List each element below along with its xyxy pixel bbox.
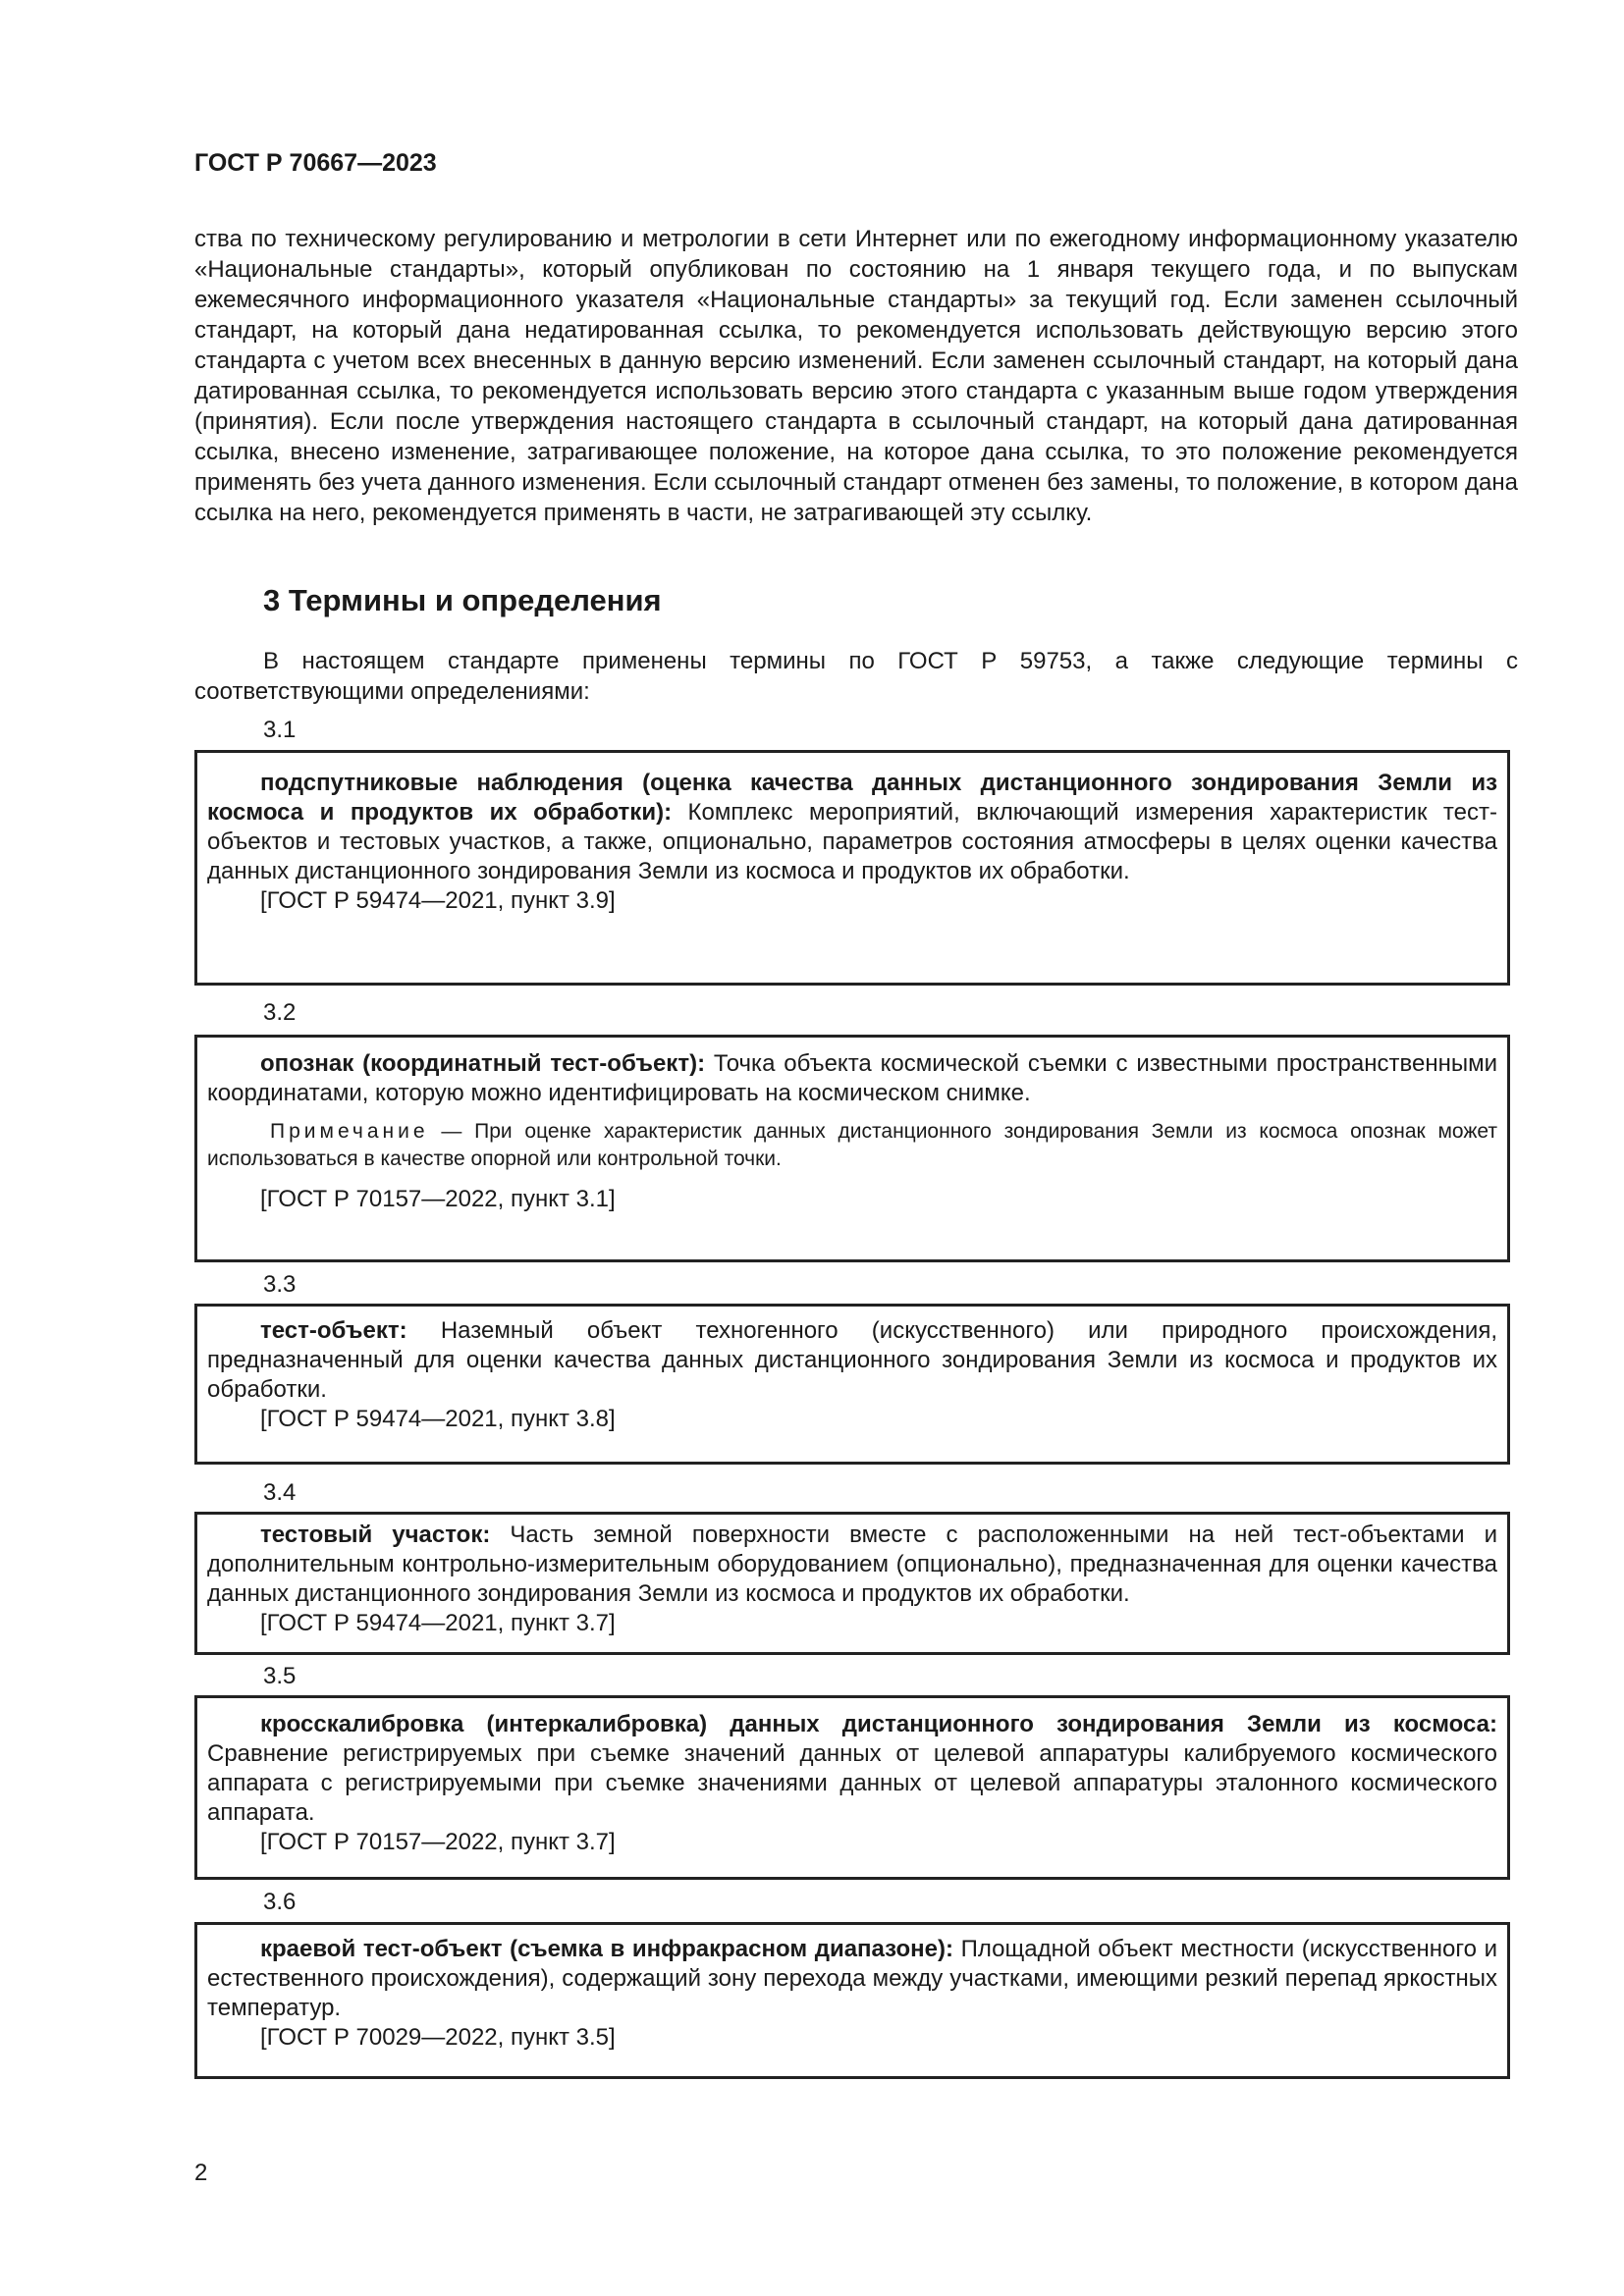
term-name: тест-объект: — [260, 1317, 407, 1344]
term-definition — [207, 1710, 1497, 1828]
term-box — [194, 1035, 1510, 1262]
term-definition-text: Часть земной поверхности вместе с расположенными на ней тест-объектами и дополнительным контрольно-измерительным оборудованием (опционально), предназначенная для оценки качества данных дистанционного зондирования Земли из космоса и продуктов их обработки. — [207, 1522, 1498, 1607]
term-definition-text: Сравнение регистрируемых при съемке значений данных от целевой аппаратуры калибруемого космического аппарата с регистрируемыми при съемке значениями данных от целевой аппаратуры эталонного космического аппарата. — [207, 1740, 1497, 1826]
term-name: кросскалибровка (интеркалибровка) данных дистанционного зондирования Земли из космоса: — [260, 1711, 1497, 1737]
note-label: Примечание — [270, 1120, 429, 1143]
intro-paragraph: ства по техническому регулированию и метрологии в сети Интернет или по ежегодному информационному указателю «Национальные стандарты», который опубликован по состоянию на 1 января текущего года, и по выпускам ежемесячного информационного указателя «Национальные стандарты» за текущий год. Если заменен ссылочный стандарт, на который дана недатированная ссылка, то рекомендуется использовать действующую версию этого стандарта с учетом всех внесенных в данную версию изменений. Если заменен ссылочный стандарт, на который дана датированная ссылка, то рекомендуется использовать версию этого стандарта с указанным выше годом утверждения (принятия). Если после утверждения настоящего стандарта в ссылочный стандарт, на который дана датированная ссылка, внесено изменение, затрагивающее положение, на которое дана ссылка, то это положение рекомендуется применять без учета данного изменения. Если ссылочный стандарт отменен без замены, то положение, в котором дана ссылка на него, рекомендуется применять в части, не затрагивающей эту ссылку. — [194, 226, 1518, 526]
term-definition — [207, 1935, 1497, 2023]
term-definition — [207, 1049, 1497, 1108]
section-intro: В настоящем стандарте применены термины по ГОСТ Р 59753, а также следующие термины с соответствующими определениями: — [194, 648, 1518, 705]
term-note — [207, 1118, 1497, 1173]
term-definition-text: Площадной объект местности (искусственного и естественного происхождения), содержащий зону перехода между участками, имеющими резкий перепад яркостных температур. — [207, 1936, 1497, 2021]
term-box — [194, 1304, 1510, 1465]
section-title: 3 Термины и определения — [263, 583, 662, 617]
term-name: подспутниковые наблюдения (оценка качества данных дистанционного зондирования Земли из космоса и продуктов их обработки): — [207, 770, 1497, 826]
term-number: 3.4 — [263, 1479, 297, 1506]
term-number: 3.6 — [263, 1889, 297, 1915]
term-name: опознак (координатный тест-объект): — [260, 1050, 706, 1077]
term-definition — [207, 1316, 1497, 1405]
term-source: [ГОСТ Р 59474—2021, пункт 3.8] — [260, 1406, 616, 1432]
term-definition — [207, 1521, 1497, 1609]
term-name: краевой тест-объект (съемка в инфракрасном диапазоне): — [260, 1936, 954, 1962]
term-box — [194, 1512, 1510, 1655]
term-definition-text: Комплекс мероприятий, включающий измерения характеристик тест-объектов и тестовых участков, а также, опционально, параметров состояния атмосферы в целях оценки качества данных дистанционного зондирования Земли из космоса и продуктов их обработки. — [207, 799, 1497, 884]
term-number: 3.1 — [263, 717, 297, 743]
term-definition — [207, 769, 1497, 886]
note-text: — При оценке характеристик данных дистанционного зондирования Земли из космоса опознак может использоваться в качестве опорной или контрольной точки. — [207, 1120, 1497, 1170]
term-number: 3.3 — [263, 1271, 297, 1298]
document-id-header: ГОСТ Р 70667—2023 — [194, 149, 437, 177]
term-source: [ГОСТ Р 70029—2022, пункт 3.5] — [260, 2024, 616, 2051]
term-definition-text: Точка объекта космической съемки с известными пространственными координатами, которую можно идентифицировать на космическом снимке. — [207, 1050, 1497, 1106]
term-number: 3.5 — [263, 1663, 297, 1689]
term-box — [194, 1695, 1510, 1880]
term-source: [ГОСТ Р 59474—2021, пункт 3.9] — [260, 887, 616, 914]
term-number: 3.2 — [263, 999, 297, 1026]
term-source: [ГОСТ Р 59474—2021, пункт 3.7] — [260, 1610, 616, 1636]
term-box — [194, 1922, 1510, 2079]
term-box — [194, 750, 1510, 986]
term-definition-text: Наземный объект техногенного (искусственного) или природного происхождения, предназначенный для оценки качества данных дистанционного зондирования Земли из космоса и продуктов их обработки. — [207, 1317, 1497, 1403]
term-source: [ГОСТ Р 70157—2022, пункт 3.1] — [260, 1186, 616, 1212]
term-source: [ГОСТ Р 70157—2022, пункт 3.7] — [260, 1829, 616, 1855]
term-name: тестовый участок: — [260, 1522, 491, 1548]
page-number: 2 — [194, 2160, 208, 2186]
